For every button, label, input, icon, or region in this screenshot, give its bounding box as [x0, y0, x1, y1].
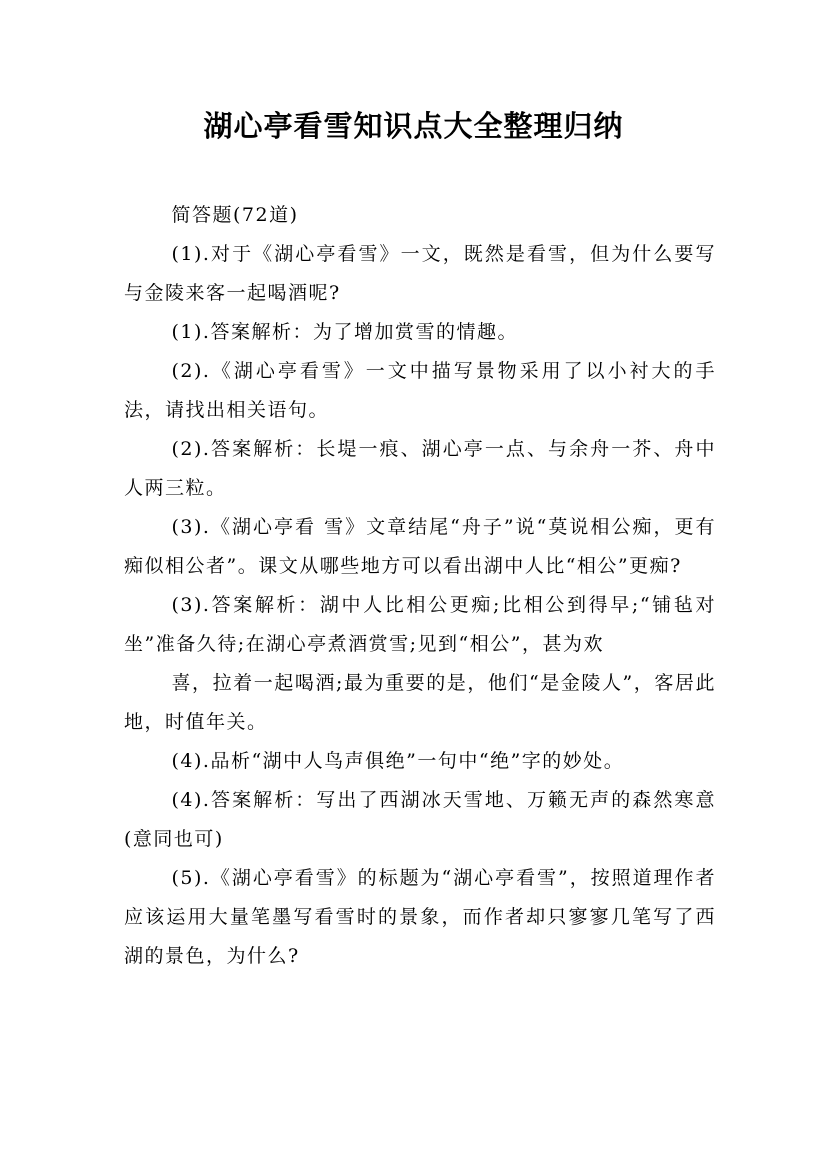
- document-body: [124, 196, 716, 976]
- question-5: (5).《湖心亭看雪》的标题为“湖心亭看雪”，按照道理作者应该运用大量笔墨写看雪时的景象，而作者却只寥寥几笔写了西湖的景色，为什么?: [124, 867, 716, 967]
- answer-4: (4).答案解析：写出了西湖冰天雪地、万籁无声的森然寒意(意同也可): [124, 789, 716, 850]
- question-2: (2).《湖心亭看雪》一文中描写景物采用了以小衬大的手法，请找出相关语句。: [124, 360, 716, 421]
- section-heading: 简答题(72道): [171, 204, 299, 226]
- answer-2: (2).答案解析：长堤一痕、湖心亭一点、与余舟一芥、舟中人两三粒。: [124, 438, 716, 499]
- answer-3: (3).答案解析：湖中人比相公更痴;比相公到得早;“铺毡对坐”准备久待;在湖心亭煮酒赏雪;见到“相公”，甚为欢: [124, 594, 716, 655]
- document-title: 湖心亭看雪知识点大全整理归纳: [203, 109, 624, 143]
- question-3: (3).《湖心亭看 雪》文章结尾“舟子”说“莫说相公痴，更有痴似相公者”。课文从哪些地方可以看出湖中人比“相公”更痴?: [124, 516, 716, 577]
- answer-1: (1).答案解析：为了增加赏雪的情趣。: [171, 321, 518, 343]
- question-1: (1).对于《湖心亭看雪》一文，既然是看雪，但为什么要写与金陵来客一起喝酒呢?: [124, 243, 716, 304]
- answer-3-continued: 喜，拉着一起喝酒;最为重要的是，他们“是金陵人”，客居此地，时值年关。: [124, 672, 716, 733]
- question-4: (4).品析“湖中人鸟声俱绝”一句中“绝”字的妙处。: [171, 750, 625, 772]
